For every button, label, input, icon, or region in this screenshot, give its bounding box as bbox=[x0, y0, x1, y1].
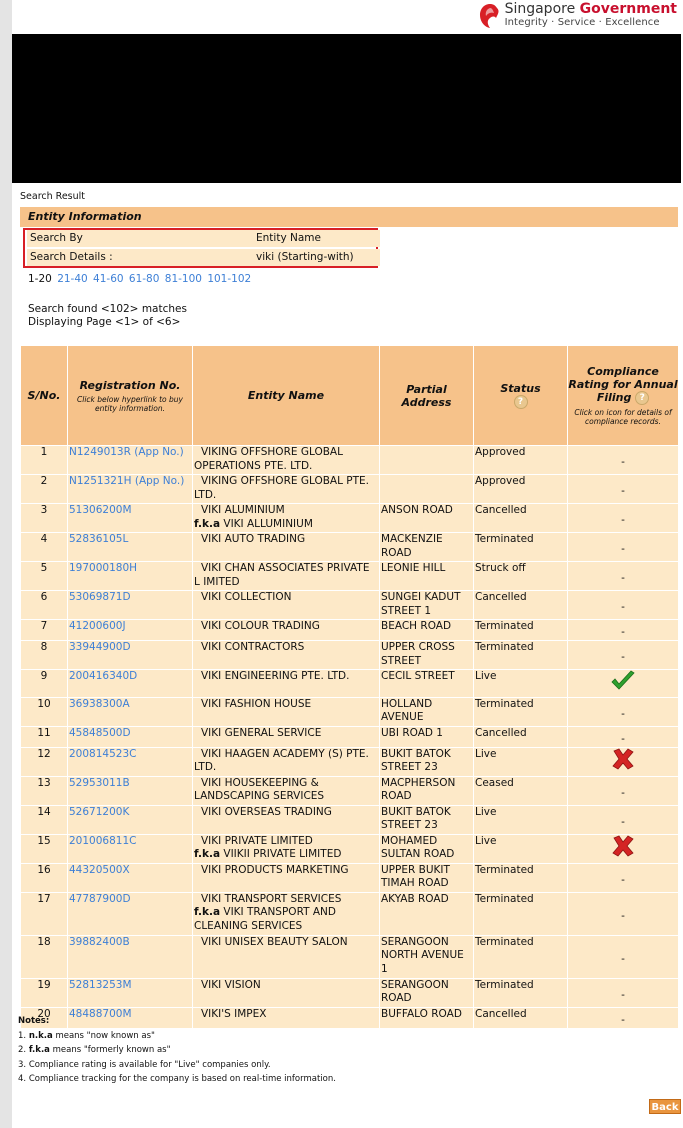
cell-status: Live bbox=[474, 748, 567, 776]
cell-status: Terminated bbox=[474, 864, 567, 892]
registration-link[interactable]: 41200600J bbox=[69, 620, 126, 632]
cell-status: Cancelled bbox=[474, 1008, 567, 1028]
cell-entity-name bbox=[193, 777, 379, 805]
entity-name: VIKI VISION bbox=[201, 978, 261, 991]
table-row bbox=[21, 748, 678, 776]
former-name bbox=[194, 906, 378, 933]
cell-status: Cancelled bbox=[474, 727, 567, 747]
entity-name: VIKI CHAN ASSOCIATES PRIVATE L IMITED bbox=[194, 562, 370, 588]
cell-registration bbox=[68, 641, 192, 669]
logo-text-government: Government bbox=[579, 1, 677, 17]
fka-label: f.k.a bbox=[194, 848, 221, 860]
cell-partial-address: BUKIT BATOK STREET 23 bbox=[380, 748, 473, 776]
cell-entity-name bbox=[193, 562, 379, 590]
cell-entity-name bbox=[193, 979, 379, 1007]
compliance-help-icon[interactable]: ? bbox=[635, 391, 649, 405]
col-header-registration-title: Registration No. bbox=[79, 378, 181, 392]
entity-name: VIKI HOUSEKEEPING & LANDSCAPING SERVICES bbox=[194, 776, 325, 802]
cell-compliance bbox=[568, 1008, 678, 1028]
registration-link[interactable]: 33944900D bbox=[69, 641, 131, 653]
entity-name: VIKI PRODUCTS MARKETING bbox=[201, 863, 349, 876]
note-item bbox=[18, 1058, 336, 1073]
cell-compliance bbox=[568, 979, 678, 1007]
table-row bbox=[21, 475, 678, 503]
entity-name: VIKI GENERAL SERVICE bbox=[201, 726, 322, 739]
matches-count: Search found <102> matches bbox=[28, 303, 187, 315]
note-item bbox=[18, 1043, 336, 1058]
cell-status: Terminated bbox=[474, 533, 567, 561]
cell-entity-name bbox=[193, 727, 379, 747]
entity-name: VIKI ALUMINIUM bbox=[201, 504, 285, 516]
note-item bbox=[18, 1072, 336, 1087]
col-header-compliance-title: Compliance Rating for Annual Filing bbox=[568, 365, 678, 404]
cell-registration bbox=[68, 446, 192, 474]
cell-partial-address bbox=[380, 475, 473, 503]
table-row bbox=[21, 936, 678, 978]
compliance-na: - bbox=[621, 707, 625, 720]
cell-compliance bbox=[568, 670, 678, 697]
cell-compliance bbox=[568, 864, 678, 892]
search-by-value: Entity Name bbox=[252, 230, 380, 247]
compliance-na: - bbox=[621, 626, 625, 639]
table-row bbox=[21, 893, 678, 935]
cell-sno: 6 bbox=[21, 591, 67, 619]
entity-name: VIKI CONTRACTORS bbox=[201, 641, 305, 653]
cell-registration bbox=[68, 620, 192, 640]
non-compliant-cross-icon[interactable] bbox=[611, 748, 635, 770]
cell-registration bbox=[68, 670, 192, 697]
back-button[interactable]: Back bbox=[649, 1099, 681, 1114]
displaying-page: Displaying Page <1> of <6> bbox=[28, 316, 181, 328]
redacted-banner bbox=[12, 34, 681, 183]
logo-tagline: Integrity · Service · Excellence bbox=[504, 17, 660, 28]
search-details-value: viki (Starting-with) bbox=[252, 249, 380, 266]
compliance-na: - bbox=[621, 909, 625, 922]
cell-partial-address: UBI ROAD 1 bbox=[380, 727, 473, 747]
registration-link[interactable]: 51306200M bbox=[69, 504, 132, 516]
pager-current: 1-20 bbox=[28, 273, 52, 285]
cell-partial-address: UPPER CROSS STREET bbox=[380, 641, 473, 669]
non-compliant-cross-icon[interactable] bbox=[611, 835, 635, 857]
entity-information-header: Entity Information bbox=[20, 207, 678, 227]
status-help-icon[interactable]: ? bbox=[514, 395, 528, 409]
col-header-entity-name: Entity Name bbox=[193, 346, 379, 445]
pager-link[interactable]: 61-80 bbox=[128, 273, 160, 285]
note-text: Compliance tracking for the company is based on real-time information. bbox=[28, 1074, 336, 1084]
lion-head-icon bbox=[479, 3, 501, 29]
note-key: f.k.a bbox=[28, 1045, 50, 1055]
cell-entity-name bbox=[193, 748, 379, 776]
cell-compliance bbox=[568, 727, 678, 747]
col-header-registration bbox=[68, 346, 192, 445]
search-criteria-box bbox=[23, 228, 378, 268]
cell-entity-name bbox=[193, 475, 379, 503]
cell-registration bbox=[68, 727, 192, 747]
table-row bbox=[21, 670, 678, 697]
compliance-na: - bbox=[621, 601, 625, 614]
left-margin-strip bbox=[0, 0, 12, 1128]
cell-registration bbox=[68, 533, 192, 561]
table-row bbox=[21, 777, 678, 805]
table-row bbox=[21, 562, 678, 590]
cell-registration bbox=[68, 504, 192, 532]
page bbox=[12, 0, 683, 1128]
cell-status: Terminated bbox=[474, 641, 567, 669]
search-result-label: Search Result bbox=[20, 191, 86, 202]
cell-partial-address bbox=[380, 446, 473, 474]
cell-registration bbox=[68, 806, 192, 834]
cell-entity-name bbox=[193, 533, 379, 561]
col-header-compliance-hint: Click on icon for details of compliance records. bbox=[574, 408, 672, 426]
note-key: n.k.a bbox=[28, 1030, 53, 1041]
col-header-registration-hint: Click below hyperlink to buy entity information. bbox=[77, 394, 183, 413]
cell-entity-name bbox=[193, 504, 379, 532]
note-item bbox=[18, 1029, 336, 1044]
note-text: Compliance rating is available for "Live" companies only. bbox=[28, 1059, 271, 1070]
cell-registration bbox=[68, 591, 192, 619]
compliance-na: - bbox=[621, 651, 625, 664]
results-table bbox=[20, 345, 679, 1029]
col-header-status bbox=[474, 346, 567, 445]
cell-sno: 18 bbox=[21, 936, 67, 978]
cell-partial-address: AKYAB ROAD bbox=[380, 893, 473, 935]
table-row bbox=[21, 504, 678, 532]
compliance-na: - bbox=[621, 732, 625, 745]
note-number: 2. bbox=[18, 1045, 27, 1055]
table-row bbox=[21, 979, 678, 1007]
cell-entity-name bbox=[193, 446, 379, 474]
cell-sno: 19 bbox=[21, 979, 67, 1007]
cell-status: Approved bbox=[474, 446, 567, 474]
table-row bbox=[21, 698, 678, 726]
table-row bbox=[21, 864, 678, 892]
cell-partial-address: SUNGEI KADUT STREET 1 bbox=[380, 591, 473, 619]
cell-sno: 20 bbox=[21, 1008, 67, 1028]
col-header-status-title: Status bbox=[500, 382, 541, 395]
compliant-check-icon[interactable] bbox=[610, 670, 636, 692]
cell-sno: 3 bbox=[21, 504, 67, 532]
table-header-row bbox=[21, 346, 678, 445]
cell-status: Struck off bbox=[474, 562, 567, 590]
compliance-na: - bbox=[621, 543, 625, 556]
cell-partial-address: SERANGOON NORTH AVENUE 1 bbox=[380, 936, 473, 978]
cell-entity-name bbox=[193, 591, 379, 619]
entity-name: VIKI COLLECTION bbox=[201, 591, 292, 603]
cell-status: Terminated bbox=[474, 698, 567, 726]
cell-compliance bbox=[568, 936, 678, 978]
compliance-na: - bbox=[621, 873, 625, 886]
cell-entity-name bbox=[193, 670, 379, 697]
pagination bbox=[28, 273, 251, 285]
note-number: 1. bbox=[18, 1030, 27, 1041]
cell-sno: 13 bbox=[21, 777, 67, 805]
registration-link[interactable]: 200814523C bbox=[69, 747, 137, 760]
table-row bbox=[21, 835, 678, 863]
compliance-na: - bbox=[621, 786, 625, 799]
registration-link[interactable]: 52953011B bbox=[69, 776, 130, 789]
compliance-na: - bbox=[621, 815, 625, 828]
cell-registration bbox=[68, 475, 192, 503]
cell-partial-address: MOHAMED SULTAN ROAD bbox=[380, 835, 473, 863]
cell-status: Live bbox=[474, 670, 567, 697]
note-number: 4. bbox=[18, 1074, 27, 1084]
cell-sno: 1 bbox=[21, 446, 67, 474]
cell-sno: 9 bbox=[21, 670, 67, 697]
cell-compliance bbox=[568, 562, 678, 590]
cell-partial-address: UPPER BUKIT TIMAH ROAD bbox=[380, 864, 473, 892]
pager-link[interactable]: 81-100 bbox=[164, 273, 202, 285]
cell-sno: 17 bbox=[21, 893, 67, 935]
registration-link[interactable]: 200416340D bbox=[69, 670, 138, 682]
cell-sno: 8 bbox=[21, 641, 67, 669]
compliance-na: - bbox=[621, 572, 625, 585]
singapore-government-logo bbox=[479, 2, 677, 32]
cell-compliance bbox=[568, 446, 678, 474]
registration-link[interactable]: 48488700M bbox=[69, 1007, 132, 1020]
cell-partial-address: SERANGOON ROAD bbox=[380, 979, 473, 1007]
compliance-na: - bbox=[621, 1013, 625, 1026]
cell-entity-name bbox=[193, 835, 379, 863]
pager-link[interactable]: 21-40 bbox=[57, 273, 88, 285]
cell-sno: 5 bbox=[21, 562, 67, 590]
registration-link[interactable]: 44320500X bbox=[69, 863, 130, 876]
pager-link[interactable]: 41-60 bbox=[93, 273, 124, 285]
search-summary bbox=[28, 303, 187, 329]
col-header-partial-address: Partial Address bbox=[380, 346, 473, 445]
table-row bbox=[21, 620, 678, 640]
table-row bbox=[21, 727, 678, 747]
col-header-sno: S/No. bbox=[21, 346, 67, 445]
cell-status: Live bbox=[474, 806, 567, 834]
cell-status: Ceased bbox=[474, 777, 567, 805]
cell-compliance bbox=[568, 835, 678, 863]
fka-value: VIIKII PRIVATE LIMITED bbox=[223, 848, 342, 860]
cell-compliance bbox=[568, 641, 678, 669]
cell-registration bbox=[68, 893, 192, 935]
note-text: means "formerly known as" bbox=[52, 1045, 171, 1055]
entity-name: VIKI HAAGEN ACADEMY (S) PTE. LTD. bbox=[194, 747, 369, 773]
note-number: 3. bbox=[18, 1059, 27, 1070]
col-header-compliance bbox=[568, 346, 678, 445]
cell-entity-name bbox=[193, 620, 379, 640]
cell-sno: 12 bbox=[21, 748, 67, 776]
cell-partial-address: CECIL STREET bbox=[380, 670, 473, 697]
cell-compliance bbox=[568, 698, 678, 726]
table-row bbox=[21, 591, 678, 619]
registration-link[interactable]: N1249013R (App No.) bbox=[69, 446, 184, 458]
cell-status: Cancelled bbox=[474, 591, 567, 619]
cell-status: Terminated bbox=[474, 620, 567, 640]
compliance-na: - bbox=[621, 514, 625, 527]
notes-title: Notes: bbox=[18, 1016, 50, 1026]
fka-label: f.k.a bbox=[194, 906, 221, 918]
cell-sno: 16 bbox=[21, 864, 67, 892]
cell-partial-address: BUKIT BATOK STREET 23 bbox=[380, 806, 473, 834]
cell-status: Cancelled bbox=[474, 504, 567, 532]
cell-sno: 11 bbox=[21, 727, 67, 747]
cell-partial-address: MACKENZIE ROAD bbox=[380, 533, 473, 561]
entity-name: VIKI ENGINEERING PTE. LTD. bbox=[201, 670, 350, 682]
cell-compliance bbox=[568, 533, 678, 561]
cell-compliance bbox=[568, 893, 678, 935]
entity-name: VIKI FASHION HOUSE bbox=[201, 697, 312, 710]
logo-text-singapore: Singapore bbox=[504, 1, 576, 17]
cell-entity-name bbox=[193, 864, 379, 892]
entity-name: VIKI'S IMPEX bbox=[201, 1007, 267, 1020]
cell-registration bbox=[68, 979, 192, 1007]
entity-name: VIKING OFFSHORE GLOBAL PTE. LTD. bbox=[194, 475, 370, 501]
registration-link[interactable]: 53069871D bbox=[69, 591, 131, 603]
registration-link[interactable]: 52836105L bbox=[69, 533, 129, 545]
registration-link[interactable]: 47787900D bbox=[69, 892, 131, 905]
cell-compliance bbox=[568, 475, 678, 503]
former-name bbox=[194, 518, 378, 532]
registration-link[interactable]: 39882400B bbox=[69, 935, 130, 948]
cell-partial-address: BEACH ROAD bbox=[380, 620, 473, 640]
table-row bbox=[21, 446, 678, 474]
cell-sno: 14 bbox=[21, 806, 67, 834]
table-row bbox=[21, 533, 678, 561]
note-text: means "now known as" bbox=[55, 1030, 155, 1041]
registration-link[interactable]: 201006811C bbox=[69, 834, 137, 847]
cell-status: Terminated bbox=[474, 979, 567, 1007]
search-details-label: Search Details : bbox=[27, 249, 252, 266]
fka-label: f.k.a bbox=[194, 517, 221, 530]
entity-name: VIKI UNISEX BEAUTY SALON bbox=[201, 935, 348, 948]
cell-sno: 15 bbox=[21, 835, 67, 863]
compliance-na: - bbox=[621, 456, 625, 469]
registration-link[interactable]: 52813253M bbox=[69, 978, 132, 991]
cell-entity-name bbox=[193, 698, 379, 726]
compliance-na: - bbox=[621, 988, 625, 1001]
table-row bbox=[21, 806, 678, 834]
pager-link[interactable]: 101-102 bbox=[207, 273, 252, 285]
notes bbox=[18, 1014, 336, 1087]
registration-link[interactable]: 45848500D bbox=[69, 726, 131, 739]
fka-value: VIKI TRANSPORT AND CLEANING SERVICES bbox=[194, 906, 336, 932]
former-name bbox=[194, 848, 378, 862]
cell-sno: 10 bbox=[21, 698, 67, 726]
entity-name: VIKI AUTO TRADING bbox=[201, 533, 306, 545]
cell-sno: 2 bbox=[21, 475, 67, 503]
cell-status: Terminated bbox=[474, 893, 567, 935]
cell-compliance bbox=[568, 777, 678, 805]
cell-entity-name bbox=[193, 893, 379, 935]
cell-registration bbox=[68, 777, 192, 805]
cell-compliance bbox=[568, 591, 678, 619]
entity-name: VIKI COLOUR TRADING bbox=[201, 620, 320, 632]
table-row bbox=[21, 641, 678, 669]
registration-link[interactable]: N1251321H (App No.) bbox=[69, 475, 185, 487]
cell-entity-name bbox=[193, 936, 379, 978]
cell-status: Approved bbox=[474, 475, 567, 503]
entity-name: VIKI OVERSEAS TRADING bbox=[201, 805, 332, 818]
entity-name: VIKI PRIVATE LIMITED bbox=[201, 834, 313, 847]
fka-value: VIKI ALLUMINIUM bbox=[223, 517, 313, 530]
cell-compliance bbox=[568, 504, 678, 532]
cell-entity-name bbox=[193, 641, 379, 669]
cell-registration bbox=[68, 698, 192, 726]
cell-partial-address: ANSON ROAD bbox=[380, 504, 473, 532]
entity-name: VIKI TRANSPORT SERVICES bbox=[201, 892, 342, 905]
compliance-na: - bbox=[621, 952, 625, 965]
cell-registration bbox=[68, 835, 192, 863]
cell-sno: 7 bbox=[21, 620, 67, 640]
cell-partial-address: BUFFALO ROAD bbox=[380, 1008, 473, 1028]
entity-name: VIKING OFFSHORE GLOBAL OPERATIONS PTE. LTD. bbox=[194, 446, 343, 472]
cell-partial-address: HOLLAND AVENUE bbox=[380, 698, 473, 726]
cell-registration bbox=[68, 936, 192, 978]
cell-partial-address: LEONIE HILL bbox=[380, 562, 473, 590]
cell-registration bbox=[68, 748, 192, 776]
cell-compliance bbox=[568, 748, 678, 776]
cell-compliance bbox=[568, 806, 678, 834]
cell-entity-name bbox=[193, 806, 379, 834]
cell-compliance bbox=[568, 620, 678, 640]
registration-link[interactable]: 197000180H bbox=[69, 562, 138, 574]
registration-link[interactable]: 52671200K bbox=[69, 805, 130, 818]
cell-status: Live bbox=[474, 835, 567, 863]
registration-link[interactable]: 36938300A bbox=[69, 697, 130, 710]
cell-registration bbox=[68, 562, 192, 590]
cell-status: Terminated bbox=[474, 936, 567, 978]
cell-partial-address: MACPHERSON ROAD bbox=[380, 777, 473, 805]
search-by-label: Search By bbox=[27, 230, 252, 247]
compliance-na: - bbox=[621, 485, 625, 498]
cell-registration bbox=[68, 864, 192, 892]
results-body bbox=[21, 446, 678, 1028]
cell-sno: 4 bbox=[21, 533, 67, 561]
